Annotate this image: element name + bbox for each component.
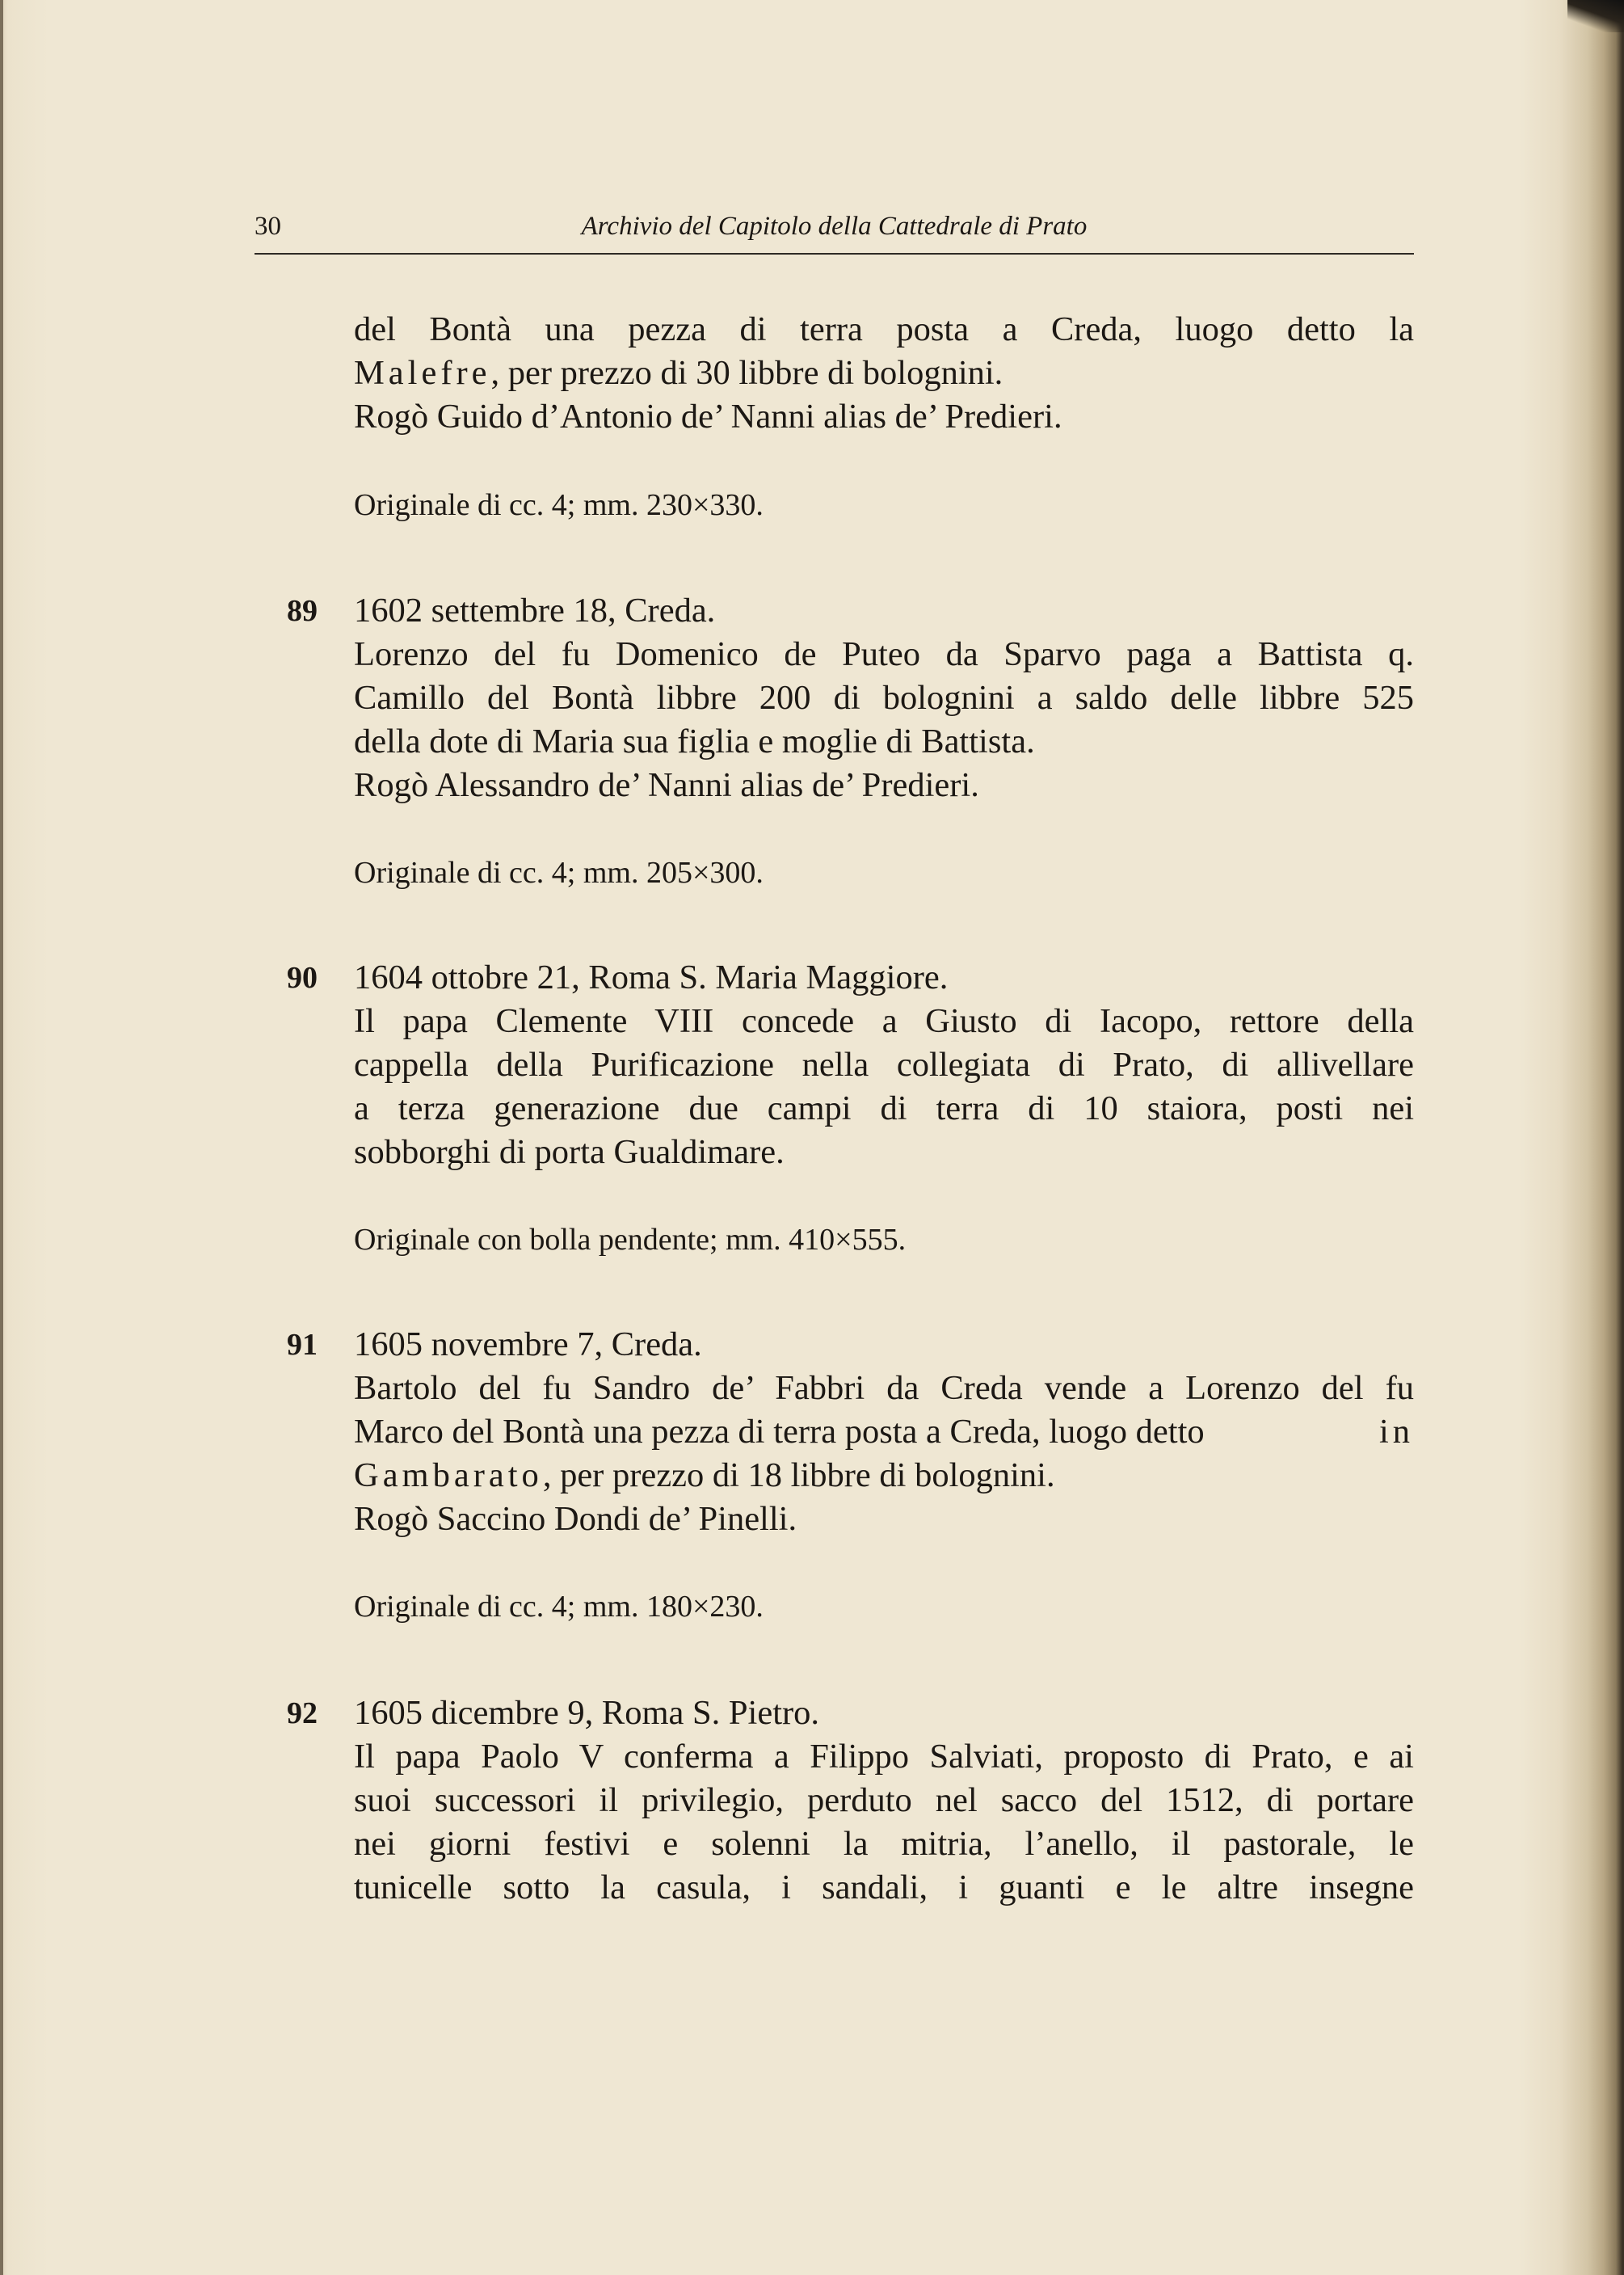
text-line: a terza generazione due campi di terra di 10 staiora, posti nei (354, 1089, 1414, 1127)
text-line: nei giorni festivi e solenni la mitria, l’anello, il pastorale, le (354, 1825, 1414, 1863)
entry-date: 1605 dicembre 9, Roma S. Pietro. (354, 1694, 820, 1732)
text-line: Rogò Guido d’Antonio de’ Nanni alias de’ Predieri. (354, 398, 1062, 436)
entry-number: 92 (287, 1696, 318, 1730)
text-line: Camillo del Bontà libbre 200 di bolognini a saldo delle libbre 525 (354, 679, 1414, 717)
header-rule (255, 253, 1414, 255)
entry-number: 91 (287, 1328, 318, 1362)
text-line: Rogò Saccino Dondi de’ Pinelli. (354, 1500, 797, 1538)
page-corner-shadow (1567, 0, 1624, 32)
entry-91-note: Originale di cc. 4; mm. 180×230. (354, 1590, 764, 1624)
text-line (354, 352, 1414, 395)
text-line: del Bontà una pezza di terra posta a Creda, luogo detto la (354, 310, 1414, 348)
text-line: Il papa Clemente VIII concede a Giusto di Iacopo, rettore della (354, 1002, 1414, 1040)
text-line (354, 1410, 1414, 1454)
text-line: Rogò Alessandro de’ Nanni alias de’ Predieri. (354, 766, 979, 804)
text-fragment: Marco del Bontà una pezza di terra posta a Creda, luogo detto (354, 1413, 1205, 1451)
intro-note: Originale di cc. 4; mm. 230×330. (354, 488, 764, 522)
entry-number: 89 (287, 594, 318, 628)
entry-date: 1605 novembre 7, Creda. (354, 1325, 702, 1363)
spaced-toponym: Gambarato (354, 1456, 543, 1494)
spaced-toponym: Malefre (354, 354, 491, 392)
text-line: suoi successori il privilegio, perduto nel sacco del 1512, di portare (354, 1781, 1414, 1819)
entry-89-note: Originale di cc. 4; mm. 205×300. (354, 856, 764, 890)
text-line: Bartolo del fu Sandro de’ Fabbri da Creda vende a Lorenzo del fu (354, 1369, 1414, 1407)
entry-date: 1604 ottobre 21, Roma S. Maria Maggiore. (354, 958, 949, 996)
entry-90-paragraph (354, 956, 1414, 1174)
text-line: tunicelle sotto la casula, i sandali, i guanti e le altre insegne (354, 1868, 1414, 1906)
text-line: Il papa Paolo V conferma a Filippo Salviati, proposto di Prato, e ai (354, 1738, 1414, 1776)
text-line: Lorenzo del fu Domenico de Puteo da Sparvo paga a Battista q. (354, 635, 1414, 673)
entry-number: 90 (287, 961, 318, 995)
text-line: cappella della Purificazione nella collegiata di Prato, di allivellare (354, 1046, 1414, 1084)
text-fragment: , per prezzo di 30 libbre di bolognini. (490, 354, 1003, 392)
entry-91-paragraph (354, 1323, 1414, 1541)
entry-90-note: Originale con bolla pendente; mm. 410×555. (354, 1223, 907, 1257)
entry-92-paragraph (354, 1692, 1414, 1910)
entry-date: 1602 settembre 18, Creda. (354, 592, 716, 630)
text-fragment: , per prezzo di 18 libbre di bolognini. (542, 1456, 1055, 1494)
text-line: della dote di Maria sua figlia e moglie di Battista. (354, 723, 1035, 760)
page-left-edge (0, 0, 3, 2275)
intro-paragraph (354, 308, 1414, 439)
text-line (354, 1454, 1414, 1498)
running-title: Archivio del Capitolo della Cattedrale di Prato (581, 212, 1088, 241)
entry-89-paragraph (354, 589, 1414, 807)
running-head (255, 212, 1414, 252)
page-number: 30 (255, 212, 281, 241)
text-line: sobborghi di porta Gualdimare. (354, 1133, 785, 1171)
spaced-word: in (1378, 1413, 1414, 1451)
